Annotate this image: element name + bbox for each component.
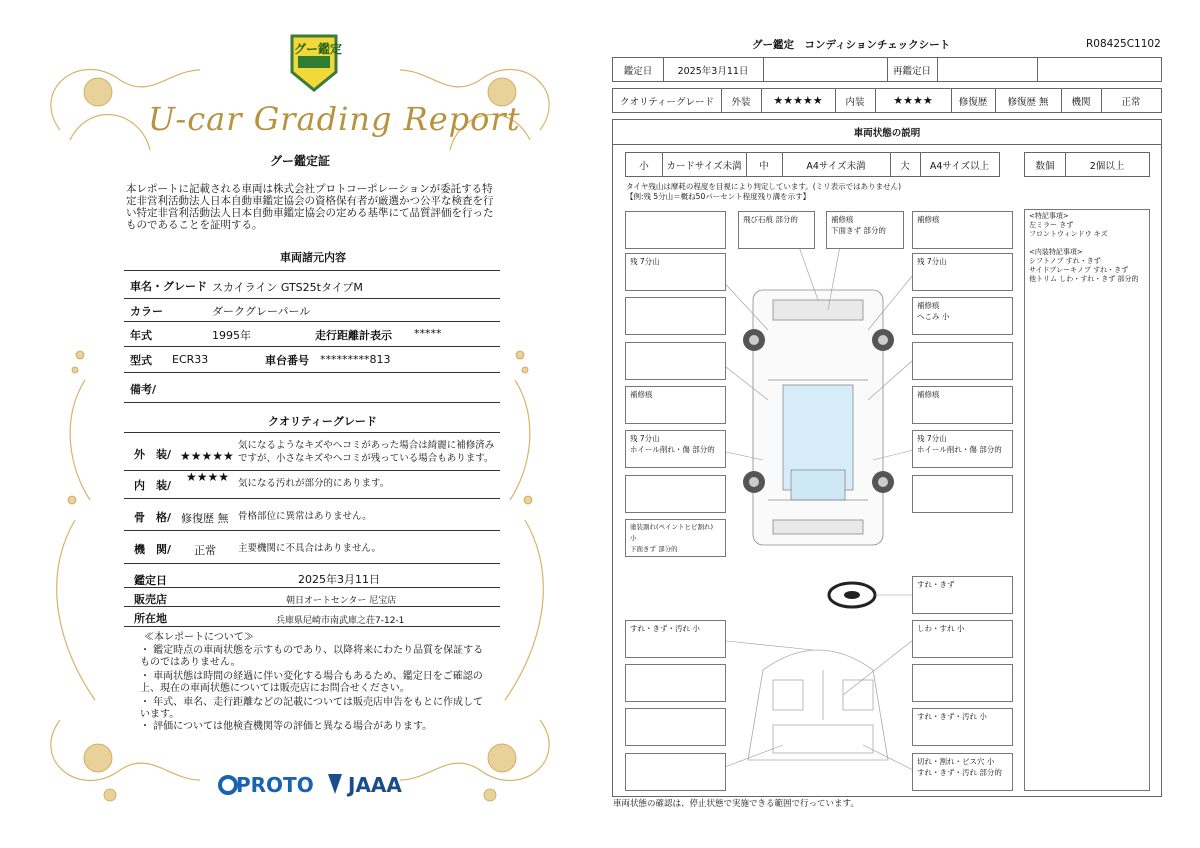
divider — [124, 402, 500, 403]
count-legend — [1024, 152, 1150, 177]
legend-small-desc: カードサイズ未満 — [666, 160, 742, 172]
special-notes: <特記事項> 左ミラー きず フロントウィンドウ キズ <内装特記事項> シフトノブ すれ・きず サイドブレーキノブ すれ・きず 他トリム しわ・すれ・きず 部分的 — [1024, 209, 1150, 791]
divider — [124, 530, 500, 531]
legend-count-label: 数個 — [1035, 160, 1055, 172]
date-value: 2025年3月11日 — [677, 65, 749, 77]
interior-stars: ★★★★ — [186, 470, 230, 484]
notes-item: ・ 評価については他検査機関等の評価と異なる場合があります。 — [140, 721, 433, 732]
tire-note-1: タイヤ残山は摩耗の程度を目視により判定しています。(ミリ表示ではありません) — [626, 182, 902, 191]
engine-value: 正常 — [1121, 96, 1141, 108]
divider — [124, 606, 500, 607]
chassis-label: 車台番号 — [265, 354, 309, 367]
notes-item: ・ 年式、車名、走行距離などの記載については販売店申告をもとに作成しています。 — [140, 697, 483, 720]
damage-note-box: 残 7分山 ホイール削れ・傷 部分的 — [912, 430, 1013, 468]
frame-text: 骨格部位に異常はありません。 — [238, 511, 372, 522]
damage-note-box: 塗装割れ(ペイントヒビ割れ) 小 下面きず 部分的 — [625, 519, 726, 557]
chassis-value: *********813 — [320, 353, 391, 366]
damage-note-box — [625, 342, 726, 380]
date-row — [612, 57, 1162, 82]
damage-note-box: 残 7分山 — [625, 253, 726, 291]
damage-note-box — [625, 475, 726, 513]
frame-value: 修復歴 無 — [181, 512, 229, 525]
interior-label: 内 装/ — [134, 479, 172, 492]
damage-note-box: 残 7分山 ホイール削れ・傷 部分的 — [625, 430, 726, 468]
sheet-footer: 車両状態の確認は、停止状態で実施できる範囲で行っています。 — [613, 799, 859, 809]
damage-note-box: 補修痕 下面きず 部分的 — [826, 211, 904, 249]
damage-note-box: すれ・きず・汚れ 小 — [912, 708, 1013, 746]
exterior-stars: ★★★★★ — [180, 449, 234, 463]
damage-note-box: 残 7分山 — [912, 253, 1013, 291]
divider — [124, 432, 500, 433]
goo-kantei-logo — [286, 32, 342, 94]
damage-note-box: 切れ・割れ・ビス穴 小 すれ・きず・汚れ 部分的 — [912, 753, 1013, 791]
damage-note-box: 補修痕 — [912, 386, 1013, 424]
certificate-text: 本レポートに記載される車両は株式会社プロトコーポレーションが委託する特定非営利活動法人日本自動車鑑定協会の資格保有者が厳選かつ公平な検査を行い特定非営利活動法人日本自動車鑑定協会の定める基準にて品質評価を行ったものであることを証明する。 — [126, 183, 494, 231]
model-label: 型式 — [130, 354, 152, 367]
jaaa-logo-text: JAAA — [348, 773, 402, 797]
damage-note-box: 補修痕 — [912, 211, 1013, 249]
notes-title: ≪本レポートについて≫ — [144, 632, 254, 643]
specs-header: 車両諸元内容 — [280, 251, 346, 264]
date-label: 鑑定日 — [623, 65, 653, 77]
exterior-stars: ★★★★★ — [773, 94, 823, 107]
interior-text: 気になる汚れが部分的にあります。 — [238, 478, 390, 489]
name-label: 車名・グレード — [130, 280, 207, 293]
damage-note-box — [625, 211, 726, 249]
legend-mid-desc: A4サイズ未満 — [806, 160, 866, 172]
divider — [124, 372, 500, 373]
size-legend — [625, 152, 1000, 177]
divider — [124, 270, 500, 271]
repair-label: 修復歴 — [958, 96, 988, 108]
mileage-value: ***** — [414, 327, 442, 340]
script-title: U-car Grading Report — [148, 100, 521, 138]
section-title: 車両状態の説明 — [853, 128, 921, 139]
notes-item: ・ 車両状態は時間の経過に伴い変化する場合もあるため、鑑定日をご確認の上、現在の車両状態については販売店にお問合せください。 — [140, 671, 483, 694]
damage-note-box: 飛び石痕 部分的 — [738, 211, 815, 249]
damage-note-box: すれ・きず・汚れ 小 — [625, 620, 726, 658]
divider — [124, 563, 500, 564]
damage-note-box: 補修痕 — [625, 386, 726, 424]
legend-small-label: 小 — [639, 160, 649, 172]
damage-note-box — [625, 753, 726, 791]
dealer-value: 朝日オートセンター 尼宝店 — [286, 596, 397, 606]
tire-note-2: 【例:残 5分山＝概ね50パーセント程度残り溝を示す】 — [626, 192, 811, 201]
exterior-label: 外装 — [731, 96, 751, 108]
divider — [124, 346, 500, 347]
interior-label: 内装 — [845, 96, 865, 108]
engine-text: 主要機関に不具合はありません。 — [238, 543, 382, 554]
dealer-label: 販売店 — [134, 593, 167, 606]
jaaa-logo — [326, 772, 406, 798]
proto-logo-text: PROTO — [236, 773, 314, 797]
repair-value: 修復歴 無 — [1007, 96, 1049, 108]
frame-label: 骨 格/ — [134, 511, 172, 524]
mileage-label: 走行距離計表示 — [315, 329, 392, 342]
year-label: 年式 — [130, 329, 152, 342]
damage-note-box: 補修痕 へこみ 小 — [912, 297, 1013, 335]
remarks-label: 備考/ — [130, 383, 157, 396]
legend-large-desc: A4サイズ以上 — [929, 160, 990, 172]
legend-mid-label: 中 — [759, 160, 769, 172]
divider — [124, 498, 500, 499]
divider — [124, 321, 500, 322]
exterior-label: 外 装/ — [134, 448, 172, 461]
condition-check-sheet — [600, 0, 1200, 848]
damage-note-box: すれ・きず — [912, 576, 1013, 614]
damage-note-box — [625, 297, 726, 335]
notes-item: ・ 鑑定時点の車両状態を示すものであり、以降将来にわたり品質を保証するものではありません。 — [140, 645, 484, 668]
quality-header: クオリティーグレード — [268, 415, 377, 428]
damage-note-box — [912, 342, 1013, 380]
divider — [124, 470, 500, 471]
date-value: 2025年3月11日 — [298, 573, 380, 586]
exterior-text-1: 気になるようなキズやヘコミがあった場合は綺麗に補修済み — [238, 440, 495, 451]
legend-count-desc: 2個以上 — [1089, 160, 1125, 172]
engine-label: 機 関/ — [134, 543, 172, 556]
interior-stars: ★★★★ — [893, 94, 933, 107]
date-label: 鑑定日 — [134, 574, 167, 587]
engine-value: 正常 — [194, 544, 216, 557]
model-value: ECR33 — [172, 353, 209, 366]
damage-note-box — [625, 664, 726, 702]
sheet-title: グー鑑定 コンディションチェックシート — [752, 39, 951, 51]
redate-label: 再鑑定日 — [892, 65, 931, 77]
color-label: カラー — [130, 305, 163, 318]
address-value: 兵庫県尼崎市南武庫之荘7-12-1 — [276, 616, 405, 626]
damage-note-box — [912, 664, 1013, 702]
damage-note-box — [625, 708, 726, 746]
divider — [124, 626, 500, 627]
proto-logo — [218, 772, 318, 798]
damage-note-box — [912, 475, 1013, 513]
color-value: ダークグレーパール — [212, 305, 311, 318]
condition-section — [612, 119, 1162, 797]
logo-text: グー鑑定 — [294, 42, 343, 56]
address-label: 所在地 — [134, 612, 167, 625]
quality-label: クオリティーグレード — [619, 96, 715, 108]
engine-label: 機関 — [1071, 96, 1091, 108]
report-number: R08425C1102 — [1086, 38, 1161, 50]
quality-row — [612, 88, 1162, 113]
certificate-title: グー鑑定証 — [270, 154, 331, 168]
divider — [124, 587, 500, 588]
exterior-text-2: ですが、小さなキズやヘコミが残っている場合もあります。 — [238, 453, 494, 464]
year-value: 1995年 — [212, 329, 251, 342]
legend-large-label: 大 — [900, 160, 910, 172]
divider — [124, 298, 500, 299]
name-value: スカイライン GTS25tタイプM — [212, 281, 363, 294]
damage-note-box: しわ・すれ 小 — [912, 620, 1013, 658]
